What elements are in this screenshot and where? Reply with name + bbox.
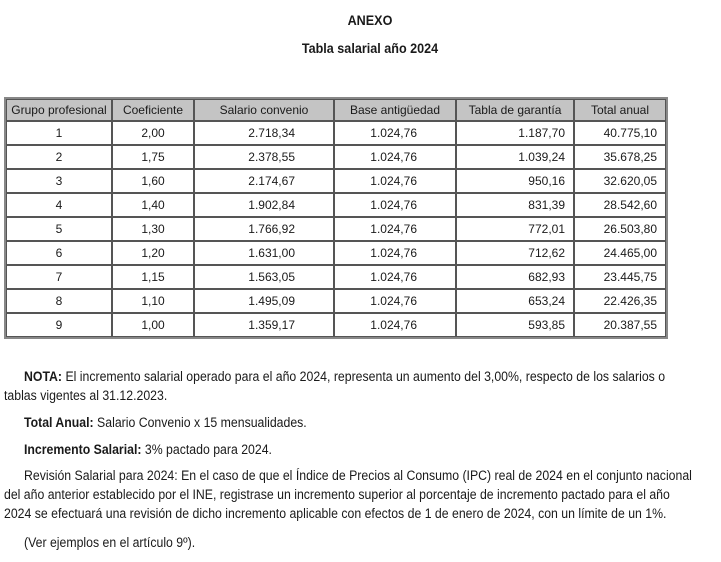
- salario-cell: 2.174,67: [194, 169, 334, 193]
- column-header: Salario convenio: [194, 99, 334, 121]
- salary-table: [4, 97, 668, 339]
- base-antiguedad-cell: 1.024,76: [334, 313, 456, 337]
- table-row: [6, 313, 666, 337]
- salario-cell: 1.495,09: [194, 289, 334, 313]
- column-header: Tabla de garantía: [456, 99, 574, 121]
- column-header: Base antigüedad: [334, 99, 456, 121]
- ejemplos-text: (Ver ejemplos en el artículo 9º).: [24, 535, 196, 550]
- grupo-cell: 3: [6, 169, 112, 193]
- grupo-cell: 2: [6, 145, 112, 169]
- revision-paragraph: [4, 466, 692, 523]
- garantia-cell: 831,39: [456, 193, 574, 217]
- table-row: [6, 145, 666, 169]
- coeficiente-cell: 1,60: [112, 169, 194, 193]
- total-anual-cell: 20.387,55: [574, 313, 666, 337]
- salario-cell: 2.718,34: [194, 121, 334, 145]
- table-row: [6, 241, 666, 265]
- nota-text: El incremento salarial operado para el año 2024, representa un aumento del 3,00%, respecto de los salarios o: [65, 369, 666, 384]
- table-header-row: [6, 99, 666, 121]
- base-antiguedad-cell: 1.024,76: [334, 193, 456, 217]
- total-anual-cell: 32.620,05: [574, 169, 666, 193]
- nota-text-continued: tablas vigentes al 31.12.2023.: [4, 388, 168, 403]
- column-header: Grupo profesional: [6, 99, 112, 121]
- total-anual-cell: 24.465,00: [574, 241, 666, 265]
- grupo-cell: 6: [6, 241, 112, 265]
- base-antiguedad-cell: 1.024,76: [334, 169, 456, 193]
- garantia-cell: 1.187,70: [456, 121, 574, 145]
- total-anual-cell: 22.426,35: [574, 289, 666, 313]
- nota-paragraph: [4, 367, 666, 405]
- grupo-cell: 5: [6, 217, 112, 241]
- base-antiguedad-cell: 1.024,76: [334, 265, 456, 289]
- salario-cell: 1.563,05: [194, 265, 334, 289]
- total-anual-cell: 40.775,10: [574, 121, 666, 145]
- garantia-cell: 653,24: [456, 289, 574, 313]
- total-anual-cell: 35.678,25: [574, 145, 666, 169]
- table-row: [6, 217, 666, 241]
- total-anual-cell: 28.542,60: [574, 193, 666, 217]
- total-anual-cell: 26.503,80: [574, 217, 666, 241]
- nota-label: NOTA:: [24, 369, 63, 384]
- garantia-cell: 1.039,24: [456, 145, 574, 169]
- coeficiente-cell: 1,00: [112, 313, 194, 337]
- page-subtitle: Tabla salarial año 2024: [301, 40, 439, 56]
- salario-cell: 1.631,00: [194, 241, 334, 265]
- column-header: Total anual: [574, 99, 666, 121]
- table-row: [6, 193, 666, 217]
- table-row: [6, 265, 666, 289]
- base-antiguedad-cell: 1.024,76: [334, 145, 456, 169]
- total-anual-cell: 23.445,75: [574, 265, 666, 289]
- incremento-paragraph: [4, 440, 652, 459]
- coeficiente-cell: 1,30: [112, 217, 194, 241]
- grupo-cell: 7: [6, 265, 112, 289]
- revision-line: Revisión Salarial para 2024: En el caso de que el Índice de Precios al Consumo (IPC) real de 2024 en el conjunto nacional: [24, 468, 692, 483]
- coeficiente-cell: 1,20: [112, 241, 194, 265]
- column-header: Coeficiente: [112, 99, 194, 121]
- revision-line: 2024 se efectuará una revisión de dicho incremento aplicable con efectos de 1 de enero de 2024, con un límite de un 1%.: [4, 506, 667, 521]
- garantia-cell: 682,93: [456, 265, 574, 289]
- ejemplos-paragraph: [4, 533, 652, 552]
- salario-cell: 1.766,92: [194, 217, 334, 241]
- coeficiente-cell: 1,75: [112, 145, 194, 169]
- table-row: [6, 169, 666, 193]
- garantia-cell: 593,85: [456, 313, 574, 337]
- garantia-cell: 950,16: [456, 169, 574, 193]
- coeficiente-cell: 1,15: [112, 265, 194, 289]
- incremento-label: Incremento Salarial:: [24, 442, 142, 457]
- page-title: ANEXO: [347, 12, 393, 28]
- salario-cell: 1.359,17: [194, 313, 334, 337]
- table-row: [6, 289, 666, 313]
- garantia-cell: 772,01: [456, 217, 574, 241]
- base-antiguedad-cell: 1.024,76: [334, 121, 456, 145]
- incremento-text: 3% pactado para 2024.: [144, 442, 272, 457]
- grupo-cell: 1: [6, 121, 112, 145]
- revision-line: del año anterior establecido por el INE, registrase un incremento superior al porcentaje de incremento pactado para el año: [4, 487, 670, 502]
- coeficiente-cell: 1,10: [112, 289, 194, 313]
- grupo-cell: 4: [6, 193, 112, 217]
- total-anual-label: Total Anual:: [24, 415, 94, 430]
- salario-cell: 2.378,55: [194, 145, 334, 169]
- base-antiguedad-cell: 1.024,76: [334, 289, 456, 313]
- total-anual-paragraph: [4, 413, 652, 432]
- total-anual-text: Salario Convenio x 15 mensualidades.: [97, 415, 307, 430]
- garantia-cell: 712,62: [456, 241, 574, 265]
- coeficiente-cell: 1,40: [112, 193, 194, 217]
- base-antiguedad-cell: 1.024,76: [334, 217, 456, 241]
- base-antiguedad-cell: 1.024,76: [334, 241, 456, 265]
- coeficiente-cell: 2,00: [112, 121, 194, 145]
- table-row: [6, 121, 666, 145]
- grupo-cell: 8: [6, 289, 112, 313]
- salario-cell: 1.902,84: [194, 193, 334, 217]
- grupo-cell: 9: [6, 313, 112, 337]
